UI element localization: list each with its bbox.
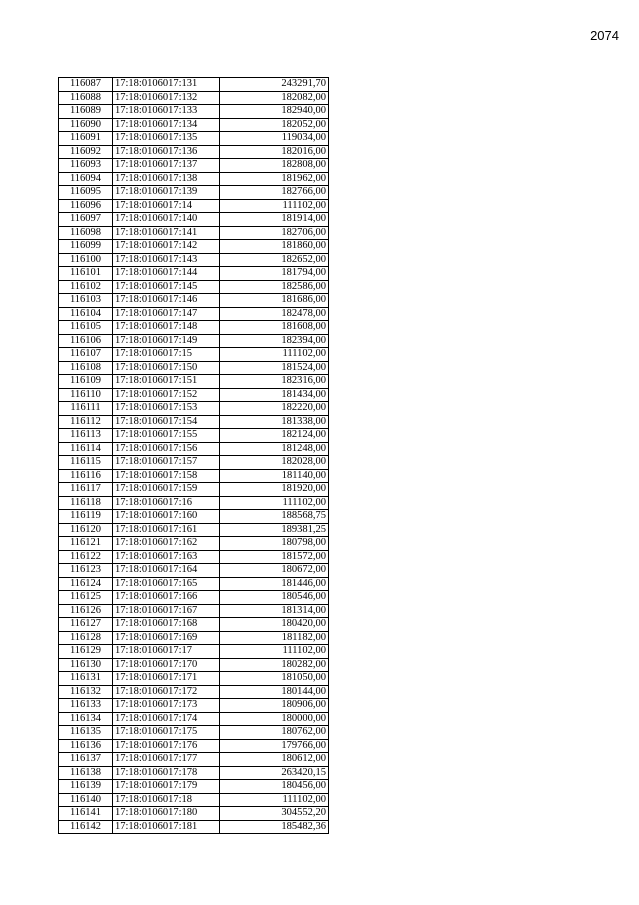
row-number: 116129 [59,645,113,659]
row-number: 116139 [59,780,113,794]
cadastral-number: 17:18:0106017:168 [113,618,220,632]
table-row [59,334,329,348]
row-number: 116116 [59,469,113,483]
cadastral-number: 17:18:0106017:132 [113,91,220,105]
row-number: 116138 [59,766,113,780]
cadastral-number: 17:18:0106017:146 [113,294,220,308]
row-number: 116109 [59,375,113,389]
table-row [59,537,329,551]
cadastral-value: 189381,25 [220,523,329,537]
cadastral-value: 182706,00 [220,226,329,240]
cadastral-value: 181608,00 [220,321,329,335]
cadastral-number: 17:18:0106017:180 [113,807,220,821]
cadastral-value: 180762,00 [220,726,329,740]
cadastral-number: 17:18:0106017:144 [113,267,220,281]
row-number: 116134 [59,712,113,726]
cadastral-number: 17:18:0106017:135 [113,132,220,146]
cadastral-value: 182082,00 [220,91,329,105]
row-number: 116128 [59,631,113,645]
cadastral-value: 181446,00 [220,577,329,591]
table-row [59,145,329,159]
row-number: 116130 [59,658,113,672]
row-number: 116103 [59,294,113,308]
cadastral-value: 182766,00 [220,186,329,200]
row-number: 116097 [59,213,113,227]
cadastral-number: 17:18:0106017:167 [113,604,220,618]
cadastral-value: 180000,00 [220,712,329,726]
table-row [59,483,329,497]
table-row [59,78,329,92]
row-number: 116104 [59,307,113,321]
table-row [59,307,329,321]
table-row [59,618,329,632]
cadastral-value: 180282,00 [220,658,329,672]
cadastral-number: 17:18:0106017:176 [113,739,220,753]
row-number: 116091 [59,132,113,146]
cadastral-number: 17:18:0106017:141 [113,226,220,240]
row-number: 116133 [59,699,113,713]
row-number: 116108 [59,361,113,375]
row-number: 116099 [59,240,113,254]
table-row [59,280,329,294]
table-row [59,496,329,510]
cadastral-number: 17:18:0106017:163 [113,550,220,564]
row-number: 116098 [59,226,113,240]
row-number: 116092 [59,145,113,159]
table-row [59,172,329,186]
cadastral-number: 17:18:0106017:158 [113,469,220,483]
table-row [59,645,329,659]
cadastral-number: 17:18:0106017:155 [113,429,220,443]
cadastral-value: 182940,00 [220,105,329,119]
row-number: 116111 [59,402,113,416]
cadastral-value: 188568,75 [220,510,329,524]
row-number: 116115 [59,456,113,470]
cadastral-value: 181248,00 [220,442,329,456]
cadastral-number: 17:18:0106017:15 [113,348,220,362]
cadastral-value: 304552,20 [220,807,329,821]
row-number: 116110 [59,388,113,402]
row-number: 116142 [59,820,113,834]
row-number: 116126 [59,604,113,618]
cadastral-number: 17:18:0106017:138 [113,172,220,186]
cadastral-number: 17:18:0106017:16 [113,496,220,510]
row-number: 116114 [59,442,113,456]
cadastral-number: 17:18:0106017:14 [113,199,220,213]
table-row [59,469,329,483]
table-row [59,564,329,578]
table-row [59,712,329,726]
cadastral-number: 17:18:0106017:171 [113,672,220,686]
cadastral-number: 17:18:0106017:150 [113,361,220,375]
cadastral-value: 179766,00 [220,739,329,753]
cadastral-value: 182586,00 [220,280,329,294]
cadastral-value: 111102,00 [220,199,329,213]
cadastral-number: 17:18:0106017:153 [113,402,220,416]
table-row [59,699,329,713]
table-row [59,226,329,240]
cadastral-number: 17:18:0106017:143 [113,253,220,267]
cadastral-number: 17:18:0106017:172 [113,685,220,699]
cadastral-value: 181914,00 [220,213,329,227]
cadastral-number: 17:18:0106017:145 [113,280,220,294]
table-row [59,402,329,416]
table-row [59,294,329,308]
cadastral-value: 181314,00 [220,604,329,618]
cadastral-value: 243291,70 [220,78,329,92]
cadastral-number: 17:18:0106017:175 [113,726,220,740]
row-number: 116107 [59,348,113,362]
row-number: 116118 [59,496,113,510]
row-number: 116124 [59,577,113,591]
cadastral-number: 17:18:0106017:162 [113,537,220,551]
cadastral-number: 17:18:0106017:157 [113,456,220,470]
row-number: 116122 [59,550,113,564]
table-row [59,91,329,105]
row-number: 116100 [59,253,113,267]
table-row [59,726,329,740]
cadastral-value: 180456,00 [220,780,329,794]
cadastral-number: 17:18:0106017:134 [113,118,220,132]
cadastral-value: 182316,00 [220,375,329,389]
row-number: 116093 [59,159,113,173]
cadastral-value: 111102,00 [220,793,329,807]
table-row [59,807,329,821]
cadastral-number: 17:18:0106017:152 [113,388,220,402]
cadastral-number: 17:18:0106017:131 [113,78,220,92]
row-number: 116123 [59,564,113,578]
cadastral-value: 111102,00 [220,496,329,510]
cadastral-value: 182124,00 [220,429,329,443]
table-row [59,267,329,281]
table-row [59,348,329,362]
table-row [59,577,329,591]
cadastral-number: 17:18:0106017:170 [113,658,220,672]
table-row [59,118,329,132]
cadastral-value: 180144,00 [220,685,329,699]
cadastral-value: 181962,00 [220,172,329,186]
row-number: 116136 [59,739,113,753]
cadastral-number: 17:18:0106017:178 [113,766,220,780]
row-number: 116105 [59,321,113,335]
cadastral-number: 17:18:0106017:17 [113,645,220,659]
cadastral-value: 182220,00 [220,402,329,416]
cadastral-number: 17:18:0106017:161 [113,523,220,537]
cadastral-number: 17:18:0106017:154 [113,415,220,429]
table-row [59,456,329,470]
cadastral-number: 17:18:0106017:136 [113,145,220,159]
cadastral-number: 17:18:0106017:174 [113,712,220,726]
cadastral-value: 182808,00 [220,159,329,173]
cadastral-value: 181686,00 [220,294,329,308]
cadastral-number: 17:18:0106017:164 [113,564,220,578]
row-number: 116089 [59,105,113,119]
cadastral-value: 181434,00 [220,388,329,402]
cadastral-number: 17:18:0106017:179 [113,780,220,794]
cadastral-number: 17:18:0106017:177 [113,753,220,767]
row-number: 116088 [59,91,113,105]
cadastral-value: 180906,00 [220,699,329,713]
cadastral-value: 263420,15 [220,766,329,780]
table-row [59,415,329,429]
row-number: 116087 [59,78,113,92]
cadastral-number: 17:18:0106017:156 [113,442,220,456]
cadastral-value: 181860,00 [220,240,329,254]
page-number: 2074 [590,28,619,43]
table-row [59,429,329,443]
row-number: 116096 [59,199,113,213]
row-number: 116140 [59,793,113,807]
cadastral-value: 180420,00 [220,618,329,632]
table-row [59,186,329,200]
cadastral-number: 17:18:0106017:159 [113,483,220,497]
cadastral-value: 180546,00 [220,591,329,605]
table-row [59,159,329,173]
cadastral-number: 17:18:0106017:149 [113,334,220,348]
row-number: 116102 [59,280,113,294]
table-row [59,199,329,213]
cadastral-number: 17:18:0106017:18 [113,793,220,807]
cadastral-value: 111102,00 [220,645,329,659]
cadastral-number: 17:18:0106017:147 [113,307,220,321]
cadastral-number: 17:18:0106017:151 [113,375,220,389]
table-row [59,375,329,389]
table-row [59,604,329,618]
row-number: 116132 [59,685,113,699]
table-row [59,253,329,267]
table-row [59,793,329,807]
cadastral-number: 17:18:0106017:137 [113,159,220,173]
cadastral-number: 17:18:0106017:140 [113,213,220,227]
cadastral-value: 180612,00 [220,753,329,767]
table-row [59,361,329,375]
table-row [59,442,329,456]
row-number: 116095 [59,186,113,200]
cadastral-number: 17:18:0106017:139 [113,186,220,200]
row-number: 116090 [59,118,113,132]
cadastral-value: 181572,00 [220,550,329,564]
row-number: 116094 [59,172,113,186]
cadastral-value: 182016,00 [220,145,329,159]
cadastral-value: 181050,00 [220,672,329,686]
table-row [59,820,329,834]
cadastral-number: 17:18:0106017:181 [113,820,220,834]
row-number: 116112 [59,415,113,429]
table-row [59,550,329,564]
cadastral-value: 182052,00 [220,118,329,132]
cadastral-number: 17:18:0106017:166 [113,591,220,605]
row-number: 116117 [59,483,113,497]
cadastral-value: 182394,00 [220,334,329,348]
table-row [59,739,329,753]
table-row [59,631,329,645]
row-number: 116119 [59,510,113,524]
cadastral-number: 17:18:0106017:160 [113,510,220,524]
cadastral-value: 181182,00 [220,631,329,645]
table-row [59,685,329,699]
cadastral-value: 181140,00 [220,469,329,483]
cadastral-value: 182652,00 [220,253,329,267]
row-number: 116137 [59,753,113,767]
cadastral-value-table [58,77,329,834]
row-number: 116120 [59,523,113,537]
table-row [59,213,329,227]
table-row [59,523,329,537]
cadastral-value: 185482,36 [220,820,329,834]
table-row [59,510,329,524]
cadastral-value: 181794,00 [220,267,329,281]
table-row [59,658,329,672]
cadastral-value: 119034,00 [220,132,329,146]
row-number: 116121 [59,537,113,551]
cadastral-value: 181524,00 [220,361,329,375]
table-row [59,766,329,780]
row-number: 116135 [59,726,113,740]
cadastral-value: 181338,00 [220,415,329,429]
table-row [59,672,329,686]
row-number: 116125 [59,591,113,605]
cadastral-value: 180672,00 [220,564,329,578]
cadastral-number: 17:18:0106017:133 [113,105,220,119]
row-number: 116106 [59,334,113,348]
table-row [59,240,329,254]
row-number: 116127 [59,618,113,632]
cadastral-number: 17:18:0106017:173 [113,699,220,713]
table-row [59,321,329,335]
table-body [59,78,329,834]
table-row [59,132,329,146]
table-row [59,591,329,605]
row-number: 116141 [59,807,113,821]
cadastral-value: 180798,00 [220,537,329,551]
row-number: 116101 [59,267,113,281]
cadastral-number: 17:18:0106017:142 [113,240,220,254]
cadastral-value: 181920,00 [220,483,329,497]
row-number: 116113 [59,429,113,443]
cadastral-value: 111102,00 [220,348,329,362]
cadastral-value: 182028,00 [220,456,329,470]
table-row [59,105,329,119]
cadastral-number: 17:18:0106017:148 [113,321,220,335]
row-number: 116131 [59,672,113,686]
cadastral-value: 182478,00 [220,307,329,321]
table-row [59,753,329,767]
cadastral-number: 17:18:0106017:165 [113,577,220,591]
table-row [59,388,329,402]
cadastral-number: 17:18:0106017:169 [113,631,220,645]
table-row [59,780,329,794]
